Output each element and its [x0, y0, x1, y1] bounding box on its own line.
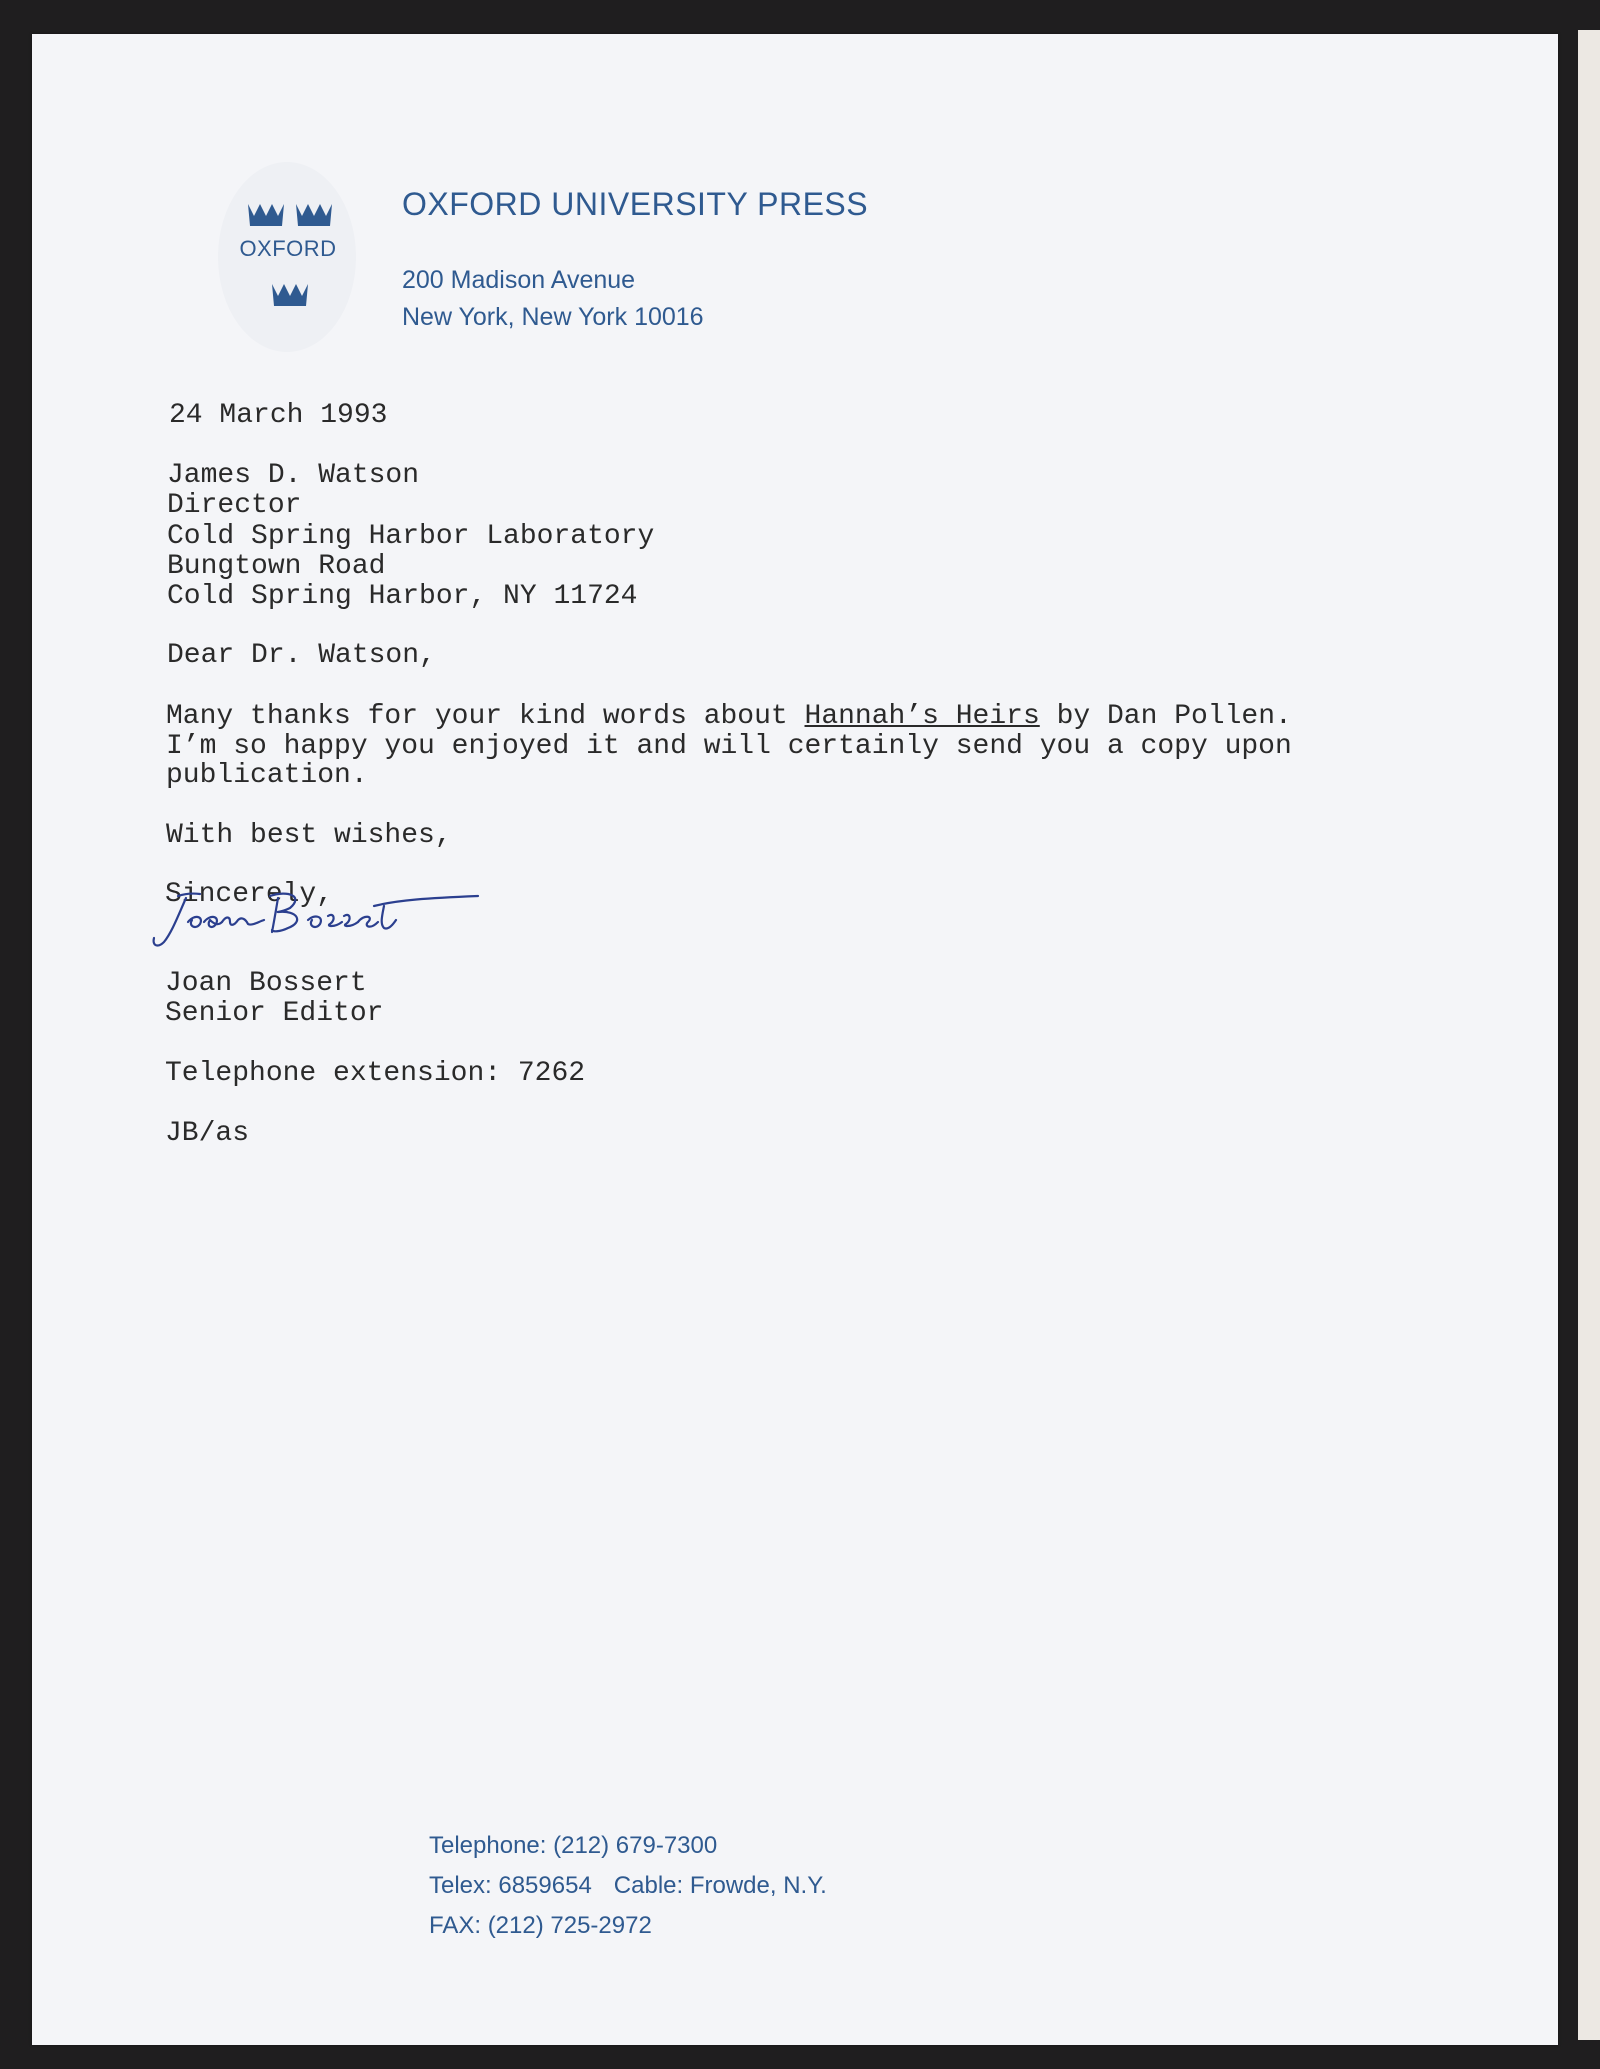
telephone-extension: Telephone extension: 7262	[165, 1058, 586, 1089]
footer-telephone: Telephone: (212) 679-7300	[429, 1832, 718, 1859]
footer-telex: Telex: 6859654	[429, 1872, 592, 1899]
footer-telex-cable	[429, 1872, 827, 1900]
book-title: Hannah’s Heirs	[804, 701, 1040, 732]
footer-cable: Cable: Frowde, N.Y.	[613, 1872, 827, 1899]
recipient-organization: Cold Spring Harbor Laboratory	[167, 521, 655, 552]
salutation: Dear Dr. Watson,	[167, 640, 436, 671]
recipient-street: Bungtown Road	[167, 551, 386, 582]
body-line-1	[166, 702, 1292, 732]
footer-fax: FAX: (212) 725-2972	[429, 1912, 652, 1939]
body-text: Many thanks for your kind words about	[166, 701, 805, 732]
seal-text: OXFORD	[239, 236, 337, 261]
recipient-name: James D. Watson	[167, 460, 420, 491]
page-edge	[1578, 30, 1600, 2040]
typist-initials: JB/as	[165, 1118, 250, 1149]
closing-wishes: With best wishes,	[166, 820, 452, 851]
recipient-title: Director	[167, 490, 302, 521]
body-line-2: I’m so happy you enjoyed it and will certainly send you a copy upon	[166, 731, 1292, 762]
closing-sincerely: Sincerely,	[165, 879, 334, 910]
recipient-city: Cold Spring Harbor, NY 11724	[167, 581, 638, 612]
press-name: OXFORD UNIVERSITY PRESS	[402, 186, 869, 222]
letter-date: 24 March 1993	[169, 400, 388, 431]
press-address-line2: New York, New York 10016	[402, 303, 704, 331]
signature	[148, 876, 488, 956]
press-address-line1: 200 Madison Avenue	[402, 266, 636, 294]
signer-name: Joan Bossert	[165, 968, 367, 999]
body-text: by Dan Pollen.	[1039, 701, 1292, 732]
signer-title: Senior Editor	[165, 998, 384, 1029]
body-line-3: publication.	[166, 760, 368, 791]
